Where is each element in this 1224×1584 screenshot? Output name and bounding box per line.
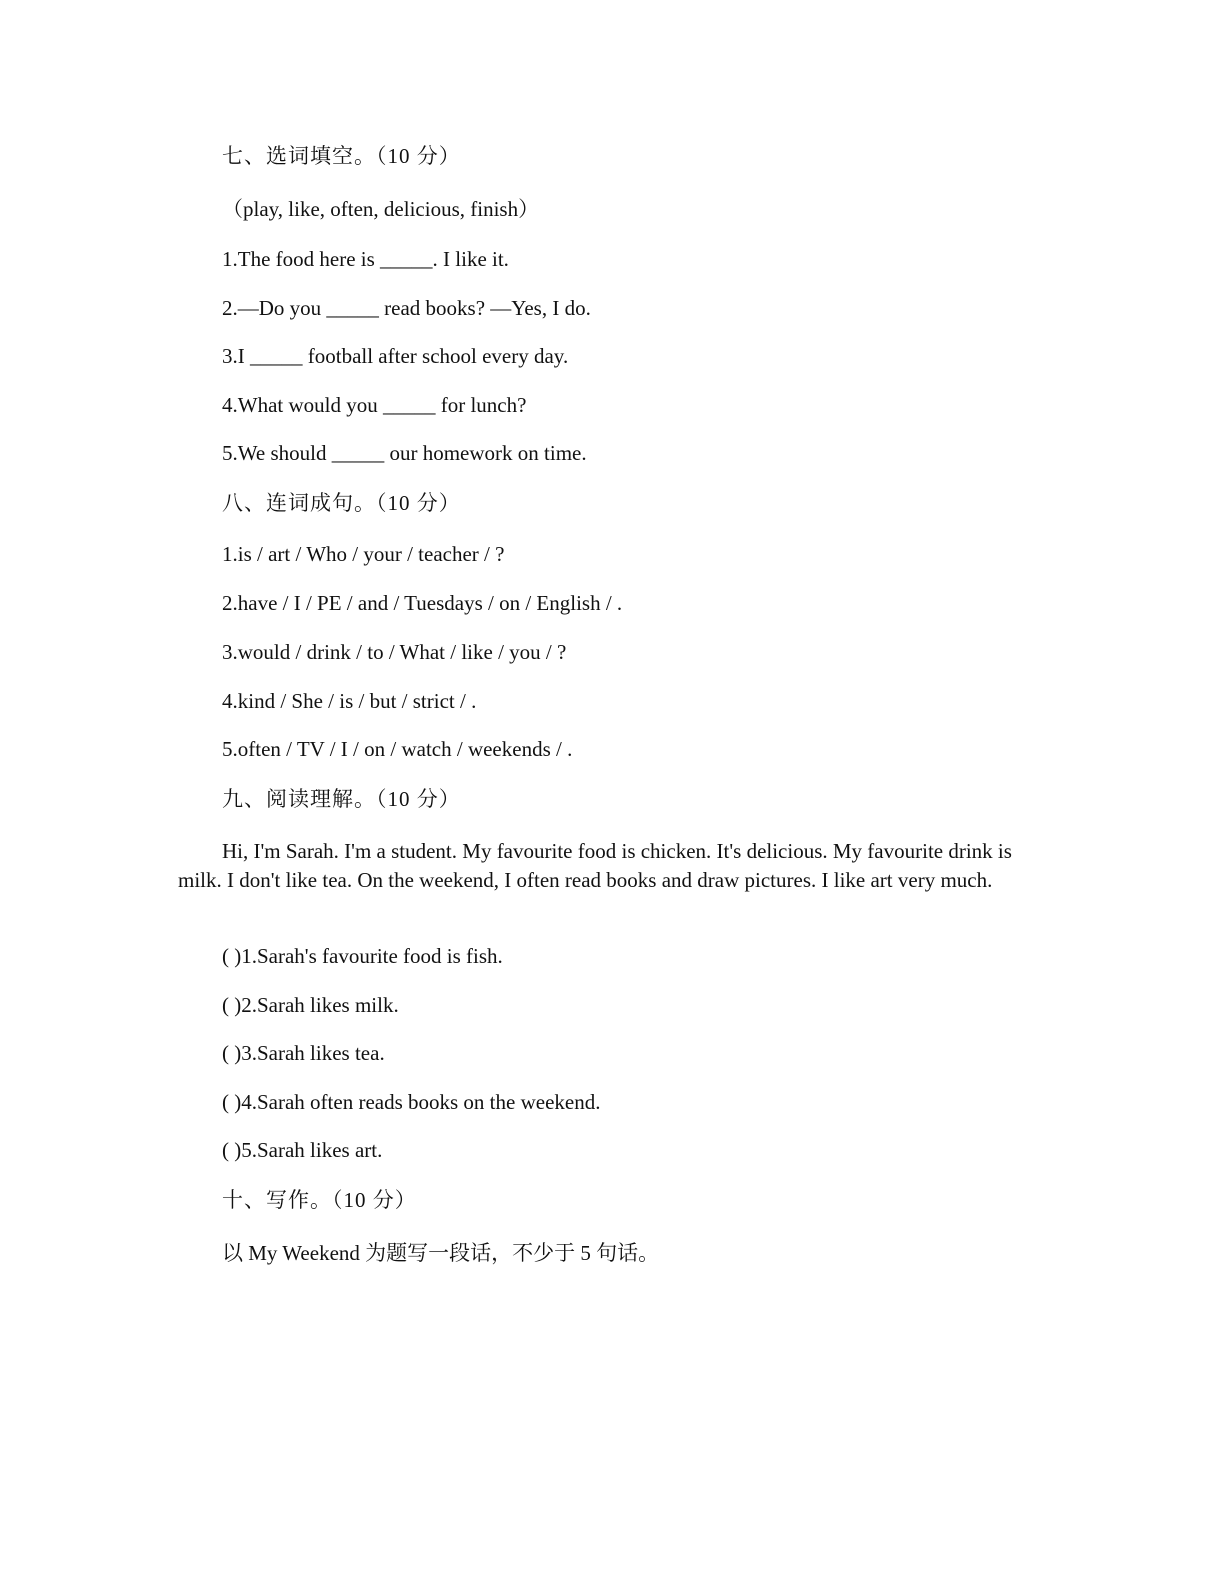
writing-prompt: 以 My Weekend 为题写一段话，不少于 5 句话。: [222, 1241, 660, 1265]
question-7-2: 2.—Do you _____ read books? —Yes, I do.: [222, 296, 591, 320]
question-9-5: ( )5.Sarah likes art.: [222, 1138, 383, 1162]
question-9-2: ( )2.Sarah likes milk.: [222, 993, 399, 1017]
section-9-title: 九、阅读理解。（10 分）: [222, 787, 461, 811]
question-7-4: 4.What would you _____ for lunch?: [222, 393, 527, 417]
question-7-5: 5.We should _____ our homework on time.: [222, 441, 587, 465]
question-9-4: ( )4.Sarah often reads books on the weekend.: [222, 1090, 601, 1114]
question-8-2: 2.have / I / PE / and / Tuesdays / on / English / .: [222, 591, 623, 615]
question-8-4: 4.kind / She / is / but / strict / .: [222, 689, 477, 713]
section-7-title: 七、选词填空。（10 分）: [222, 144, 461, 168]
word-bank: （play, like, often, delicious, finish）: [222, 197, 540, 221]
question-9-1: ( )1.Sarah's favourite food is fish.: [222, 944, 503, 968]
question-9-3: ( )3.Sarah likes tea.: [222, 1041, 385, 1065]
question-7-1: 1.The food here is _____. I like it.: [222, 247, 509, 271]
section-10-title: 十、写作。（10 分）: [222, 1188, 417, 1212]
question-8-1: 1.is / art / Who / your / teacher / ?: [222, 542, 505, 566]
question-7-3: 3.I _____ football after school every day.: [222, 344, 569, 368]
question-8-3: 3.would / drink / to / What / like / you / ?: [222, 640, 567, 664]
question-8-5: 5.often / TV / I / on / watch / weekends / .: [222, 737, 573, 761]
section-8-title: 八、连词成句。（10 分）: [222, 491, 461, 515]
reading-passage: Hi, I'm Sarah. I'm a student. My favourite food is chicken. It's delicious. My favourite drink is milk. I don't like tea. On the weekend, I often read books and draw pictures. I like art very much.: [178, 839, 1012, 892]
